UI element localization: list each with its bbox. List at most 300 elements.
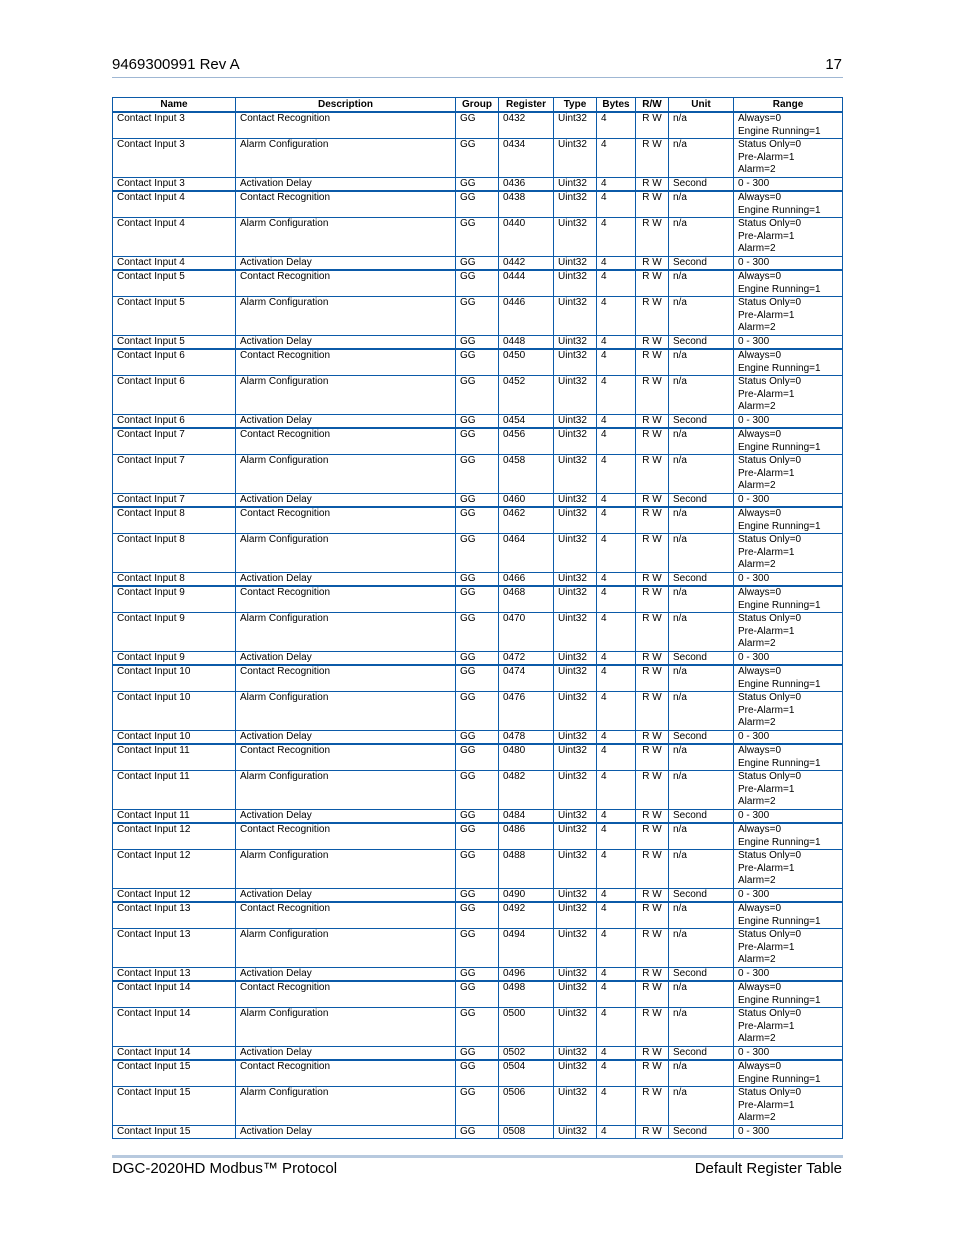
cell-bytes: 4 — [597, 850, 636, 889]
cell-rw: R W — [636, 613, 669, 652]
range-line: Alarm=2 — [738, 559, 776, 570]
cell-unit: Second — [669, 652, 734, 666]
cell-rw: R W — [636, 731, 669, 745]
cell-group: GG — [456, 336, 499, 350]
cell-unit: n/a — [669, 771, 734, 810]
table-row — [113, 744, 843, 771]
range-line: Engine Running=1 — [738, 915, 821, 927]
table-row — [113, 810, 843, 824]
cell-description: Contact Recognition — [236, 507, 456, 534]
cell-unit: Second — [669, 1047, 734, 1061]
cell-unit: n/a — [669, 297, 734, 336]
cell-type: Uint32 — [554, 731, 597, 745]
cell-register: 0488 — [499, 850, 554, 889]
range-line: Alarm=2 — [738, 1033, 776, 1044]
range-line: Always=0 — [738, 1061, 782, 1072]
cell-name: Contact Input 12 — [113, 889, 236, 903]
cell-type: Uint32 — [554, 1087, 597, 1126]
range-line: Always=0 — [738, 429, 782, 440]
cell-rw: R W — [636, 218, 669, 257]
table-row — [113, 494, 843, 508]
cell-range — [734, 1087, 843, 1126]
cell-register: 0444 — [499, 270, 554, 297]
cell-name: Contact Input 10 — [113, 731, 236, 745]
cell-register: 0468 — [499, 586, 554, 613]
cell-rw: R W — [636, 771, 669, 810]
table-row — [113, 297, 843, 336]
cell-range — [734, 112, 843, 139]
table-row — [113, 586, 843, 613]
cell-unit: Second — [669, 178, 734, 192]
cell-unit: n/a — [669, 455, 734, 494]
range-line: 0 - 300 — [738, 731, 770, 742]
cell-name: Contact Input 13 — [113, 968, 236, 982]
cell-group: GG — [456, 191, 499, 218]
cell-register: 0474 — [499, 665, 554, 692]
cell-name: Contact Input 15 — [113, 1126, 236, 1139]
table-row — [113, 336, 843, 350]
cell-range — [734, 1060, 843, 1087]
cell-rw: R W — [636, 455, 669, 494]
cell-description: Contact Recognition — [236, 665, 456, 692]
cell-bytes: 4 — [597, 771, 636, 810]
cell-rw: R W — [636, 981, 669, 1008]
cell-bytes: 4 — [597, 823, 636, 850]
cell-register: 0460 — [499, 494, 554, 508]
cell-name: Contact Input 11 — [113, 744, 236, 771]
cell-register: 0484 — [499, 810, 554, 824]
table-row — [113, 889, 843, 903]
cell-register: 0480 — [499, 744, 554, 771]
cell-range — [734, 968, 843, 982]
table-row — [113, 1126, 843, 1139]
cell-type: Uint32 — [554, 744, 597, 771]
cell-bytes: 4 — [597, 586, 636, 613]
cell-rw: R W — [636, 178, 669, 192]
cell-register: 0498 — [499, 981, 554, 1008]
cell-bytes: 4 — [597, 534, 636, 573]
cell-register: 0496 — [499, 968, 554, 982]
table-row — [113, 376, 843, 415]
cell-register: 0466 — [499, 573, 554, 587]
cell-group: GG — [456, 902, 499, 929]
column-header-group: Group — [456, 98, 499, 113]
cell-bytes: 4 — [597, 902, 636, 929]
table-row — [113, 534, 843, 573]
cell-description: Activation Delay — [236, 415, 456, 429]
table-row — [113, 1060, 843, 1087]
cell-register: 0478 — [499, 731, 554, 745]
range-line: Always=0 — [738, 192, 782, 203]
cell-group: GG — [456, 889, 499, 903]
cell-unit: Second — [669, 1126, 734, 1139]
cell-bytes: 4 — [597, 665, 636, 692]
cell-bytes: 4 — [597, 1008, 636, 1047]
table-row — [113, 929, 843, 968]
range-line: Always=0 — [738, 271, 782, 282]
cell-register: 0494 — [499, 929, 554, 968]
cell-name: Contact Input 12 — [113, 850, 236, 889]
column-header-register: Register — [499, 98, 554, 113]
range-line: Engine Running=1 — [738, 994, 821, 1006]
cell-unit: n/a — [669, 218, 734, 257]
cell-rw: R W — [636, 744, 669, 771]
cell-type: Uint32 — [554, 929, 597, 968]
range-line: 0 - 300 — [738, 257, 770, 268]
cell-rw: R W — [636, 112, 669, 139]
range-line: 0 - 300 — [738, 889, 770, 900]
cell-description: Contact Recognition — [236, 902, 456, 929]
cell-rw: R W — [636, 692, 669, 731]
cell-group: GG — [456, 613, 499, 652]
cell-range — [734, 507, 843, 534]
range-line: 0 - 300 — [738, 1047, 770, 1058]
cell-rw: R W — [636, 191, 669, 218]
cell-type: Uint32 — [554, 573, 597, 587]
range-line: Alarm=2 — [738, 401, 776, 412]
cell-unit: n/a — [669, 270, 734, 297]
cell-type: Uint32 — [554, 139, 597, 178]
cell-group: GG — [456, 257, 499, 271]
cell-group: GG — [456, 573, 499, 587]
table-row — [113, 1047, 843, 1061]
range-line: 0 - 300 — [738, 1126, 770, 1137]
cell-group: GG — [456, 692, 499, 731]
document-number: 9469300991 Rev A — [112, 56, 240, 73]
cell-register: 0446 — [499, 297, 554, 336]
cell-register: 0464 — [499, 534, 554, 573]
page-number: 17 — [825, 56, 842, 73]
cell-unit: n/a — [669, 665, 734, 692]
range-line: Always=0 — [738, 508, 782, 519]
cell-range — [734, 1047, 843, 1061]
range-line: Engine Running=1 — [738, 204, 821, 216]
cell-description: Contact Recognition — [236, 744, 456, 771]
range-line: Engine Running=1 — [738, 1073, 821, 1085]
cell-unit: n/a — [669, 1060, 734, 1087]
range-line: Always=0 — [738, 350, 782, 361]
cell-register: 0436 — [499, 178, 554, 192]
cell-description: Alarm Configuration — [236, 613, 456, 652]
range-line: Pre-Alarm=1 — [738, 941, 795, 953]
cell-unit: n/a — [669, 692, 734, 731]
cell-group: GG — [456, 507, 499, 534]
table-row — [113, 613, 843, 652]
range-line: Status Only=0 — [738, 850, 802, 861]
cell-range — [734, 270, 843, 297]
cell-description: Contact Recognition — [236, 1060, 456, 1087]
column-header-description: Description — [236, 98, 456, 113]
cell-description: Activation Delay — [236, 810, 456, 824]
range-line: Alarm=2 — [738, 480, 776, 491]
cell-unit: Second — [669, 573, 734, 587]
cell-range — [734, 139, 843, 178]
cell-register: 0486 — [499, 823, 554, 850]
cell-group: GG — [456, 929, 499, 968]
cell-rw: R W — [636, 902, 669, 929]
cell-type: Uint32 — [554, 428, 597, 455]
cell-description: Alarm Configuration — [236, 534, 456, 573]
range-line: 0 - 300 — [738, 652, 770, 663]
cell-name: Contact Input 9 — [113, 613, 236, 652]
cell-name: Contact Input 15 — [113, 1060, 236, 1087]
range-line: Pre-Alarm=1 — [738, 1099, 795, 1111]
cell-group: GG — [456, 771, 499, 810]
cell-bytes: 4 — [597, 810, 636, 824]
cell-register: 0472 — [499, 652, 554, 666]
cell-type: Uint32 — [554, 112, 597, 139]
cell-rw: R W — [636, 929, 669, 968]
cell-bytes: 4 — [597, 1087, 636, 1126]
cell-group: GG — [456, 981, 499, 1008]
cell-type: Uint32 — [554, 810, 597, 824]
cell-bytes: 4 — [597, 573, 636, 587]
cell-type: Uint32 — [554, 376, 597, 415]
cell-type: Uint32 — [554, 850, 597, 889]
range-line: Alarm=2 — [738, 243, 776, 254]
cell-rw: R W — [636, 652, 669, 666]
cell-group: GG — [456, 376, 499, 415]
cell-rw: R W — [636, 889, 669, 903]
cell-bytes: 4 — [597, 613, 636, 652]
range-line: Pre-Alarm=1 — [738, 862, 795, 874]
range-line: Pre-Alarm=1 — [738, 546, 795, 558]
cell-unit: n/a — [669, 112, 734, 139]
table-row — [113, 112, 843, 139]
table-row — [113, 428, 843, 455]
cell-rw: R W — [636, 376, 669, 415]
cell-register: 0456 — [499, 428, 554, 455]
cell-type: Uint32 — [554, 771, 597, 810]
cell-type: Uint32 — [554, 494, 597, 508]
cell-bytes: 4 — [597, 112, 636, 139]
cell-description: Alarm Configuration — [236, 139, 456, 178]
range-line: Always=0 — [738, 113, 782, 124]
cell-bytes: 4 — [597, 257, 636, 271]
cell-group: GG — [456, 850, 499, 889]
range-line: 0 - 300 — [738, 573, 770, 584]
cell-type: Uint32 — [554, 191, 597, 218]
cell-group: GG — [456, 652, 499, 666]
cell-bytes: 4 — [597, 1047, 636, 1061]
cell-description: Activation Delay — [236, 178, 456, 192]
cell-group: GG — [456, 455, 499, 494]
range-line: Engine Running=1 — [738, 757, 821, 769]
cell-rw: R W — [636, 968, 669, 982]
cell-group: GG — [456, 1087, 499, 1126]
cell-description: Contact Recognition — [236, 823, 456, 850]
cell-unit: Second — [669, 257, 734, 271]
range-line: 0 - 300 — [738, 178, 770, 189]
header-rule — [112, 77, 843, 78]
table-row — [113, 731, 843, 745]
cell-name: Contact Input 6 — [113, 376, 236, 415]
table-row — [113, 771, 843, 810]
cell-rw: R W — [636, 270, 669, 297]
cell-rw: R W — [636, 850, 669, 889]
table-row — [113, 968, 843, 982]
cell-name: Contact Input 12 — [113, 823, 236, 850]
cell-register: 0504 — [499, 1060, 554, 1087]
cell-name: Contact Input 10 — [113, 692, 236, 731]
cell-description: Contact Recognition — [236, 349, 456, 376]
cell-range — [734, 692, 843, 731]
cell-description: Contact Recognition — [236, 586, 456, 613]
cell-rw: R W — [636, 573, 669, 587]
cell-bytes: 4 — [597, 428, 636, 455]
cell-name: Contact Input 9 — [113, 652, 236, 666]
table-row — [113, 902, 843, 929]
cell-range — [734, 257, 843, 271]
cell-unit: n/a — [669, 744, 734, 771]
cell-description: Activation Delay — [236, 889, 456, 903]
cell-range — [734, 929, 843, 968]
cell-register: 0500 — [499, 1008, 554, 1047]
cell-bytes: 4 — [597, 349, 636, 376]
cell-unit: n/a — [669, 902, 734, 929]
cell-bytes: 4 — [597, 968, 636, 982]
cell-type: Uint32 — [554, 613, 597, 652]
table-row — [113, 573, 843, 587]
column-header-bytes: Bytes — [597, 98, 636, 113]
cell-type: Uint32 — [554, 981, 597, 1008]
cell-range — [734, 810, 843, 824]
cell-unit: Second — [669, 810, 734, 824]
cell-rw: R W — [636, 586, 669, 613]
cell-type: Uint32 — [554, 1126, 597, 1139]
range-line: Engine Running=1 — [738, 125, 821, 137]
cell-name: Contact Input 7 — [113, 494, 236, 508]
cell-range — [734, 981, 843, 1008]
register-table — [112, 97, 843, 1139]
cell-register: 0492 — [499, 902, 554, 929]
cell-type: Uint32 — [554, 968, 597, 982]
cell-range — [734, 771, 843, 810]
cell-register: 0506 — [499, 1087, 554, 1126]
range-line: Engine Running=1 — [738, 362, 821, 374]
cell-group: GG — [456, 823, 499, 850]
cell-bytes: 4 — [597, 692, 636, 731]
cell-name: Contact Input 7 — [113, 428, 236, 455]
cell-bytes: 4 — [597, 507, 636, 534]
cell-name: Contact Input 4 — [113, 218, 236, 257]
cell-bytes: 4 — [597, 652, 636, 666]
cell-rw: R W — [636, 1126, 669, 1139]
footer-section: Default Register Table — [694, 1160, 842, 1177]
cell-unit: Second — [669, 494, 734, 508]
cell-unit: Second — [669, 889, 734, 903]
cell-group: GG — [456, 1126, 499, 1139]
cell-register: 0432 — [499, 112, 554, 139]
cell-type: Uint32 — [554, 257, 597, 271]
cell-name: Contact Input 4 — [113, 191, 236, 218]
cell-type: Uint32 — [554, 297, 597, 336]
cell-group: GG — [456, 349, 499, 376]
range-line: Always=0 — [738, 824, 782, 835]
range-line: Pre-Alarm=1 — [738, 151, 795, 163]
range-line: Pre-Alarm=1 — [738, 625, 795, 637]
cell-range — [734, 586, 843, 613]
cell-description: Activation Delay — [236, 494, 456, 508]
cell-description: Alarm Configuration — [236, 1008, 456, 1047]
cell-rw: R W — [636, 428, 669, 455]
range-line: Pre-Alarm=1 — [738, 467, 795, 479]
cell-register: 0454 — [499, 415, 554, 429]
cell-name: Contact Input 14 — [113, 1008, 236, 1047]
cell-range — [734, 455, 843, 494]
range-line: Pre-Alarm=1 — [738, 388, 795, 400]
range-line: Status Only=0 — [738, 297, 802, 308]
cell-description: Alarm Configuration — [236, 218, 456, 257]
range-line: Always=0 — [738, 666, 782, 677]
cell-range — [734, 731, 843, 745]
cell-range — [734, 902, 843, 929]
cell-unit: Second — [669, 336, 734, 350]
cell-register: 0438 — [499, 191, 554, 218]
cell-range — [734, 850, 843, 889]
cell-range — [734, 1008, 843, 1047]
cell-group: GG — [456, 1047, 499, 1061]
cell-name: Contact Input 3 — [113, 178, 236, 192]
cell-description: Activation Delay — [236, 1047, 456, 1061]
range-line: Engine Running=1 — [738, 678, 821, 690]
cell-unit: n/a — [669, 191, 734, 218]
cell-unit: n/a — [669, 823, 734, 850]
cell-group: GG — [456, 731, 499, 745]
cell-description: Contact Recognition — [236, 428, 456, 455]
cell-group: GG — [456, 665, 499, 692]
cell-rw: R W — [636, 336, 669, 350]
range-line: Status Only=0 — [738, 455, 802, 466]
range-line: Pre-Alarm=1 — [738, 704, 795, 716]
range-line: Engine Running=1 — [738, 520, 821, 532]
column-header-type: Type — [554, 98, 597, 113]
cell-description: Activation Delay — [236, 257, 456, 271]
range-line: Engine Running=1 — [738, 283, 821, 295]
cell-range — [734, 665, 843, 692]
cell-register: 0490 — [499, 889, 554, 903]
cell-type: Uint32 — [554, 1008, 597, 1047]
cell-register: 0450 — [499, 349, 554, 376]
range-line: 0 - 300 — [738, 494, 770, 505]
cell-unit: n/a — [669, 613, 734, 652]
cell-rw: R W — [636, 1060, 669, 1087]
range-line: Status Only=0 — [738, 376, 802, 387]
cell-type: Uint32 — [554, 349, 597, 376]
cell-unit: n/a — [669, 349, 734, 376]
cell-description: Activation Delay — [236, 968, 456, 982]
range-line: Always=0 — [738, 982, 782, 993]
cell-group: GG — [456, 1060, 499, 1087]
table-row — [113, 981, 843, 1008]
range-line: 0 - 300 — [738, 336, 770, 347]
cell-name: Contact Input 4 — [113, 257, 236, 271]
cell-description: Activation Delay — [236, 731, 456, 745]
cell-register: 0434 — [499, 139, 554, 178]
cell-rw: R W — [636, 665, 669, 692]
range-line: Status Only=0 — [738, 613, 802, 624]
cell-description: Contact Recognition — [236, 112, 456, 139]
cell-bytes: 4 — [597, 270, 636, 297]
range-line: Always=0 — [738, 587, 782, 598]
cell-type: Uint32 — [554, 534, 597, 573]
cell-type: Uint32 — [554, 1047, 597, 1061]
range-line: 0 - 300 — [738, 968, 770, 979]
cell-type: Uint32 — [554, 1060, 597, 1087]
range-line: Engine Running=1 — [738, 441, 821, 453]
column-header-unit: Unit — [669, 98, 734, 113]
table-row — [113, 665, 843, 692]
